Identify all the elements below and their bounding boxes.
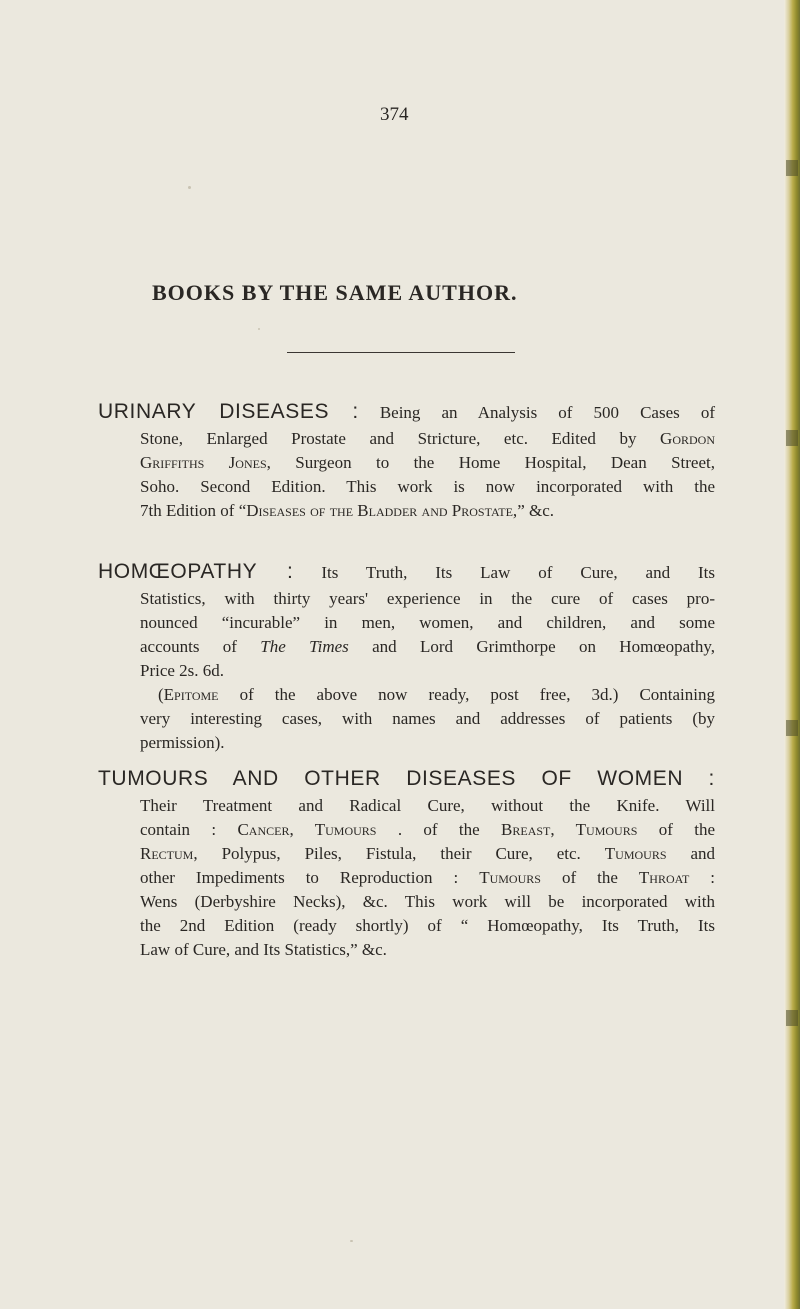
paper-speck [188,186,191,189]
entry-tumours: TUMOURS AND OTHER DISEASES OF WOMEN : Their Treatment and Radical Cure, without the Knife. Will contain : Cancer, Tumours . of the Breast, Tumours of the Rectum, Polypus, Piles, Fistula, their Cure, etc. Tumours and other Impediments to Reproduction : Tumours of the Throat : Wens (Derbyshire Necks), &c. This work will be incorporated with the 2nd Edition (ready shortly) of “ Homœopathy, Its Truth, Its Law of Cure, and Its Statistics,” &c. [98,767,716,959]
paper-speck [258,328,260,330]
page-edge [784,0,800,1309]
entry-text: Its Truth, Its Law of Cure, and Its [321,563,716,582]
entry-title: URINARY DISEASES : [98,400,359,423]
entry-title: HOMŒOPATHY : [98,560,294,583]
heading-rule [287,352,515,353]
paper-speck [350,1240,353,1242]
section-heading: BOOKS BY THE SAME AUTHOR. [152,280,518,305]
entry-homoeopathy: HOMŒOPATHY : Its Truth, Its Law of Cure, and Its Statistics, with thirty years' experience in the cure of cases pro- nounced “incurable” in men, women, and children, and some accounts of The Times and Lord Grimthorpe on Homœopathy, Price 2s. 6d. (Epitome of the above now ready, post free, 3d.) Containing very interesting cases, with names and addresses of patients (by permission). [98,560,716,752]
page-number: 374 [380,104,409,125]
entry-urinary-diseases: URINARY DISEASES : Being an Analysis of 500 Cases of Stone, Enlarged Prostate and Stricture, etc. Edited by Gordon Griffiths Jones, Surgeon to the Home Hospital, Dean Street, Soho. Second Edition. This work is now incorporated with the 7th Edition of “Diseases of the Bladder and Prostate,” &c. [98,400,715,520]
entry-text: Being an Analysis of 500 Cases of [379,403,715,422]
entry-title: TUMOURS AND OTHER DISEASES OF WOMEN : [98,767,715,790]
